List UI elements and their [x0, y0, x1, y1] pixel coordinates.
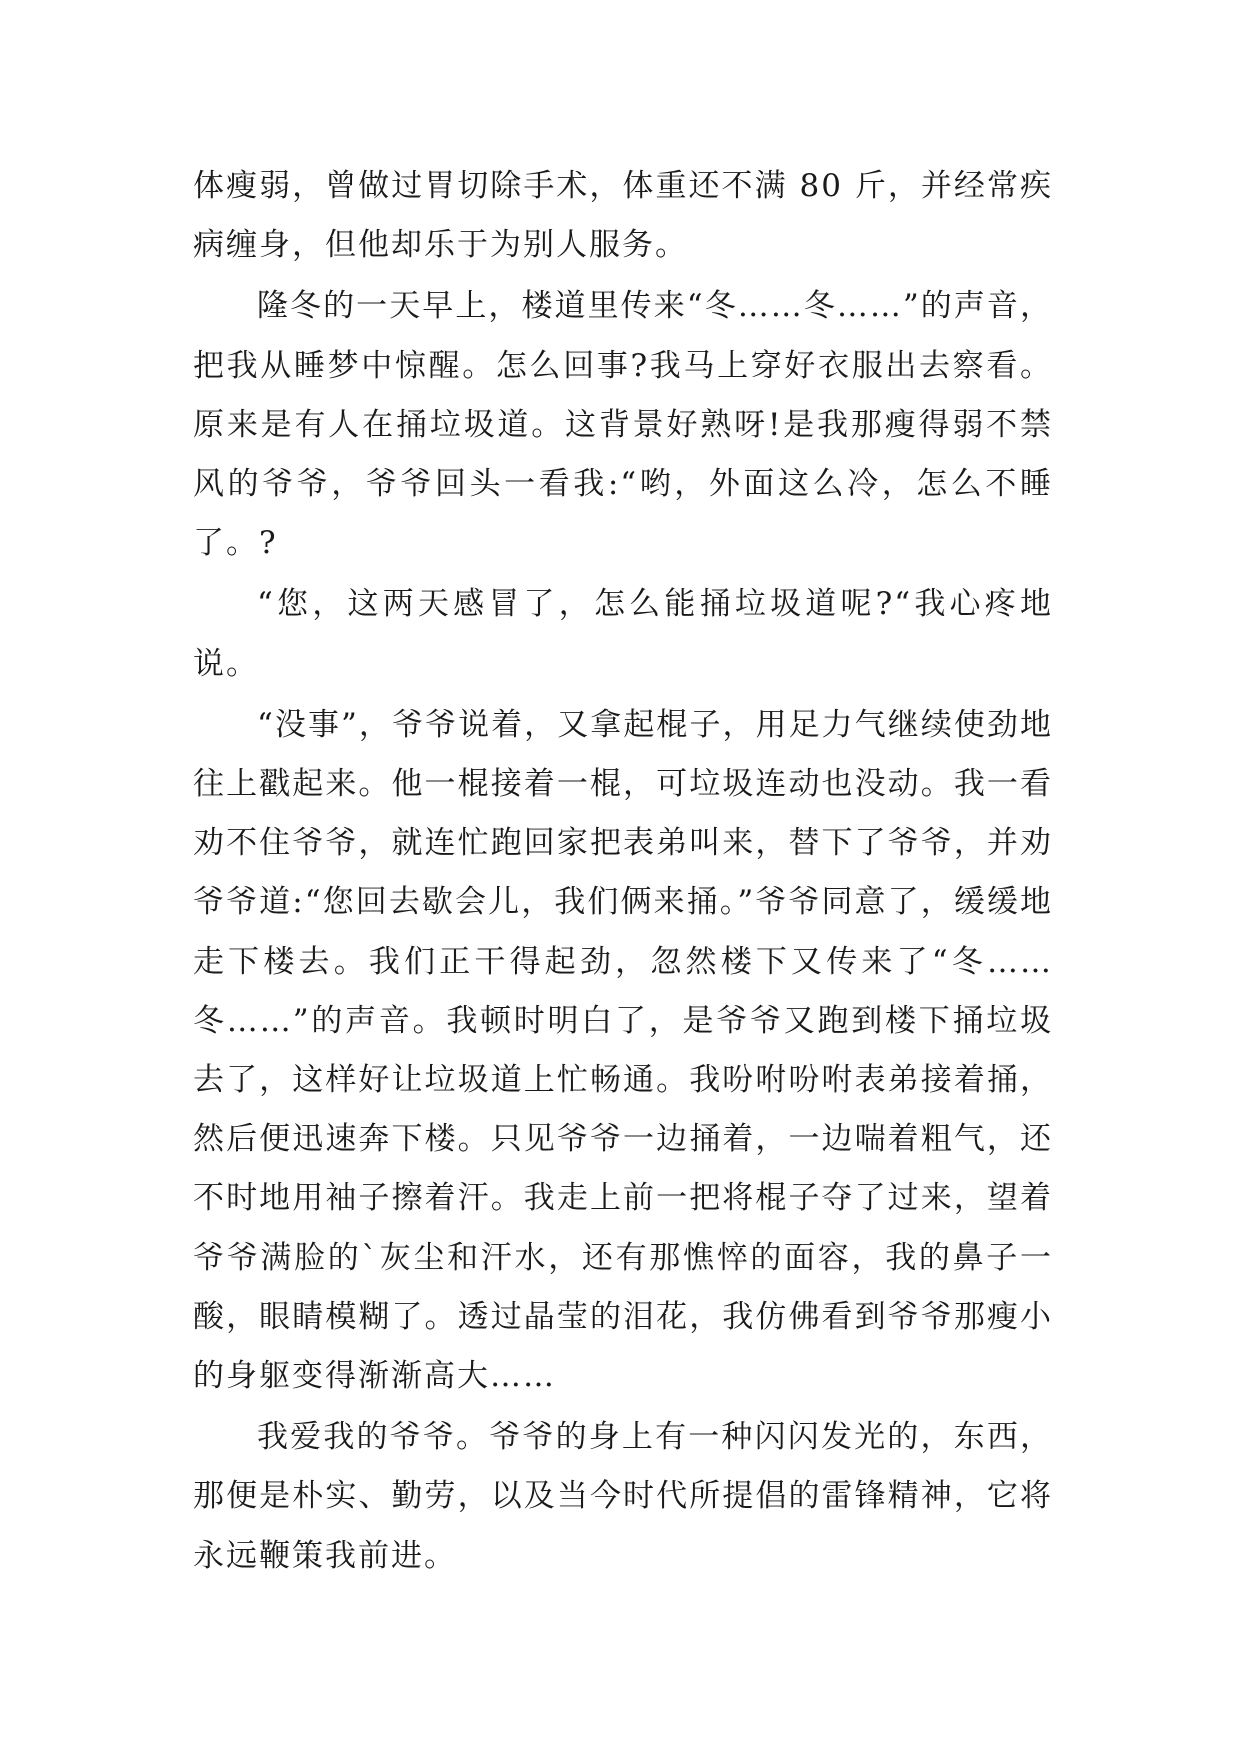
paragraph-3: “您，这两天感冒了，怎么能捅垃圾道呢?“我心疼地说。 — [193, 586, 1053, 682]
essay-body — [193, 157, 1053, 1588]
paragraph-5: 我爱我的爷爷。爷爷的身上有一种闪闪发光的，东西，那便是朴实、勤劳，以及当今时代所提倡的雷锋精神，它将永远鞭策我前进。 — [193, 1419, 1053, 1574]
paragraph-1: 体瘦弱，曾做过胃切除手术，体重还不满 80 斤，并经常疾病缠身，但他却乐于为别人服务。 — [193, 168, 1053, 264]
paragraph-4: “没事”，爷爷说着，又拿起棍子，用足力气继续使劲地往上戳起来。他一棍接着一棍，可垃圾连动也没动。我一看劝不住爷爷，就连忙跑回家把表弟叫来，替下了爷爷，并劝爷爷道:“您回去歇会儿，我们俩来捅。”爷爷同意了，缓缓地走下楼去。我们正干得起劲，忽然楼下又传来了“冬……冬……”的声音。我顿时明白了，是爷爷又跑到楼下捅垃圾去了，这样好让垃圾道上忙畅通。我吩咐吩咐表弟接着捅，然后便迅速奔下楼。只见爷爷一边捅着，一边喘着粗气，还不时地用袖子擦着汗。我走上前一把将棍子夺了过来，望着爷爷满脸的`灰尘和汗水，还有那憔悴的面容，我的鼻子一酸，眼睛模糊了。透过晶莹的泪花，我仿佛看到爷爷那瘦小的身躯变得渐渐高大…… — [193, 706, 1053, 1395]
paragraph-2: 隆冬的一天早上，楼道里传来“冬……冬……”的声音，把我从睡梦中惊醒。怎么回事?我马上穿好衣服出去察看。原来是有人在捅垃圾道。这背景好熟呀!是我那瘦得弱不禁风的爷爷，爷爷回头一看我:“哟，外面这么冷，怎么不睡了。? — [193, 288, 1053, 562]
